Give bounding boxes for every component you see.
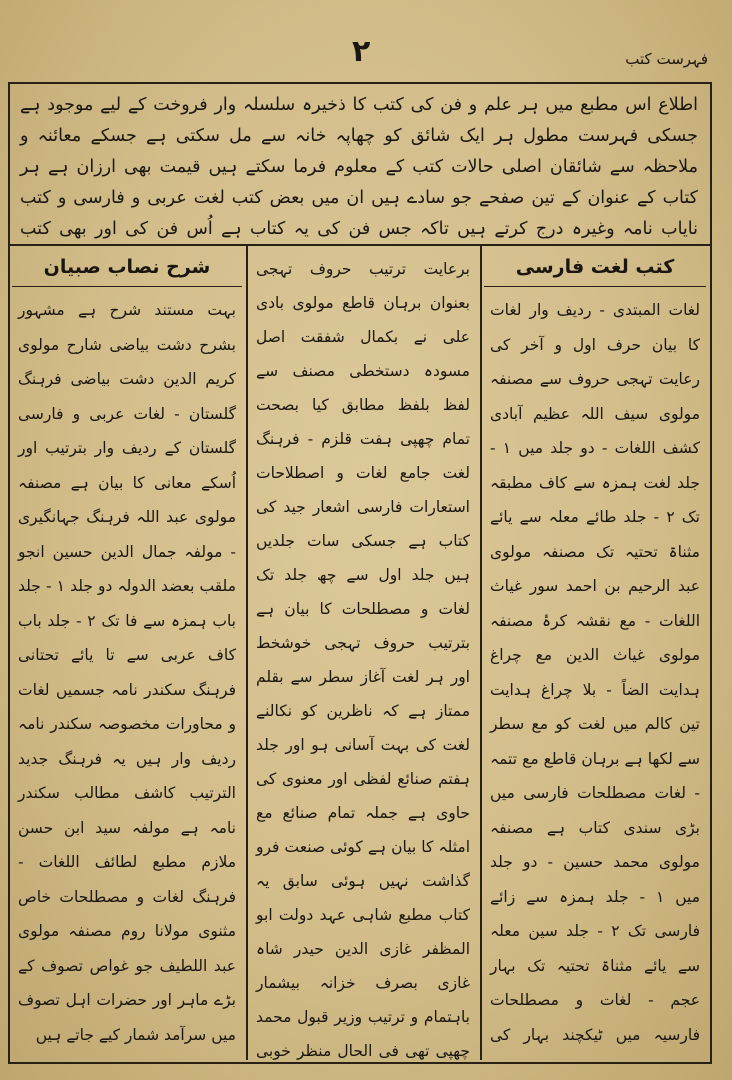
column-text: بہت مستند شرح ہے مشہور بشرح دشت بیاضی شارح مولوی کریم الدین دشت بیاضی فرہنگ گلستان - لغات عربی و فارسی گلستان کے ردیف وار بترتیب اور اُسکے معانی کا بیان ہے مصنفہ مولوی عبد اللہ فرہنگ جہانگیری - مولفہ جمال الدین حسین انجو ملقب بعضد الدولہ دو جلد ۱ - جلد باب ہمزہ سے فا تک ۲ - جلد باب کاف عربی سے تا یائے تحتانی فرہنگ سکندر نامہ جسمیں لغات و محاورات مخصوصہ سکندر نامہ ردیف وار ہیں یہ فرہنگ جدید الترتیب کاشف مطالب سکندر نامہ ہے مولفہ سید ابن حسن ملازم مطبع لطائف اللغات - فرہنگ لغات و مصطلحات خاص مثنوی مولانا روم مصنفہ مولوی عبد اللطیف جو غواص تصوف کے بڑے ماہر اور حضرات اہل تصوف میں سرآمد شمار کیے جاتے ہیں [18,301,236,1044]
column-text: برعایت ترتیب حروف تہجی بعنوان برہان قاطع مولوی بادی علی نے بکمال شفقت اصل مسودہ دستخطی مصنف سے لفظ بلفظ مطابق کیا بصحت تمام چھپی ہفت قلزم - فرہنگ لغت جامع لغات و اصطلاحات استعارات فارسی اشعار جید کی کتاب ہے جسکی سات جلدیں ہیں جلد اول سے چھ جلد تک لغات و مصطلحات کا بیان ہے بترتیب حروف تہجی خوشخط اور ہر لغت آغاز سطر سے بقلم ممتاز ہے کہ ناظرین کو نکالنے لغت کی بہت آسانی ہو اور جلد ہفتم صنائع لفظی اور معنوی کی حاوی ہے جملہ تمام صنائع مع امثلہ کا بیان ہے کوئی صنعت فرو گذاشت نہیں ہوئی سابق یہ کتاب مطبع شاہی عہد دولت ابو المظفر غازی الدین حیدر شاہ غازی بصرف خزانہ بیشمار باہتمام و ترتیب وزیر قبول محمد چھپی تھی فی الحال منظر خوبی [256,260,470,1060]
column-title: شرح نصاب صبیان [12,252,242,287]
catalog-columns [8,246,712,1064]
intro-notice [8,82,712,246]
column-persian-dictionaries [480,246,710,1060]
column-title: کتب لغت فارسی [484,252,706,287]
column-nisab-commentary [10,246,246,1060]
column-text: لغات المبتدی - ردیف وار لغات کا بیان حرف اول و آخر کی رعایت تہجی حروف سے مصنفہ مولوی سیف اللہ عظیم آبادی کشف اللغات - دو جلد میں ۱ - جلد لغت ہمزہ سے کاف مطبقہ تک ۲ - جلد طائے معلہ سے یائے مثناۃ تحتیہ تک مصنفہ مولوی عبد الرحیم بن احمد سور غیاث اللغات - مع نقشہ کرۂ مصنفہ مولوی غیاث الدین مع چراغ ہدایت الضاً - بلا چراغ ہدایت تین کالم میں لغت کو مع سطر سے لکھا ہے برہان قاطع مع تتمہ - لغات مصطلحات فارسی میں بڑی سندی کتاب ہے مصنفہ مولوی محمد حسین - دو جلد میں ۱ - جلد ہمزہ سے زائے فارسی تک ۲ - جلد سین معلہ سے یائے مثناۃ تحتیہ تک بہار عجم - لغات و مصطلحات فارسیہ میں ٹیکچند بہار کی [490,301,700,1044]
page-header [0,34,732,80]
page-number: ۲ [352,34,371,69]
page-caption: فہرست کتب [625,50,708,68]
intro-text: اطلاع اس مطبع میں ہر علم و فن کی کتب کا ذخیرہ سلسلہ وار فروخت کے لیے موجود ہے جسکی فہرست مطول ہر ایک شائق کو چھاپہ خانہ سے مل سکتی ہے جسکے معائنہ و ملاحظہ سے شائقان اصلی حالات کتب کے معلوم فرما سکتے ہیں قیمت بھی ارزان ہے ہر کتاب کے عنوان کے تین صفحے جو سادے ہیں ان میں بعض کتب لغت عربی و فارسی و کتب نایاب نامہ وغیرہ درج کرتے ہیں تاکہ جس فن کی یہ کتاب ہے اُس فن کی اور بھی کتب [20,95,698,239]
column-middle [246,246,480,1060]
